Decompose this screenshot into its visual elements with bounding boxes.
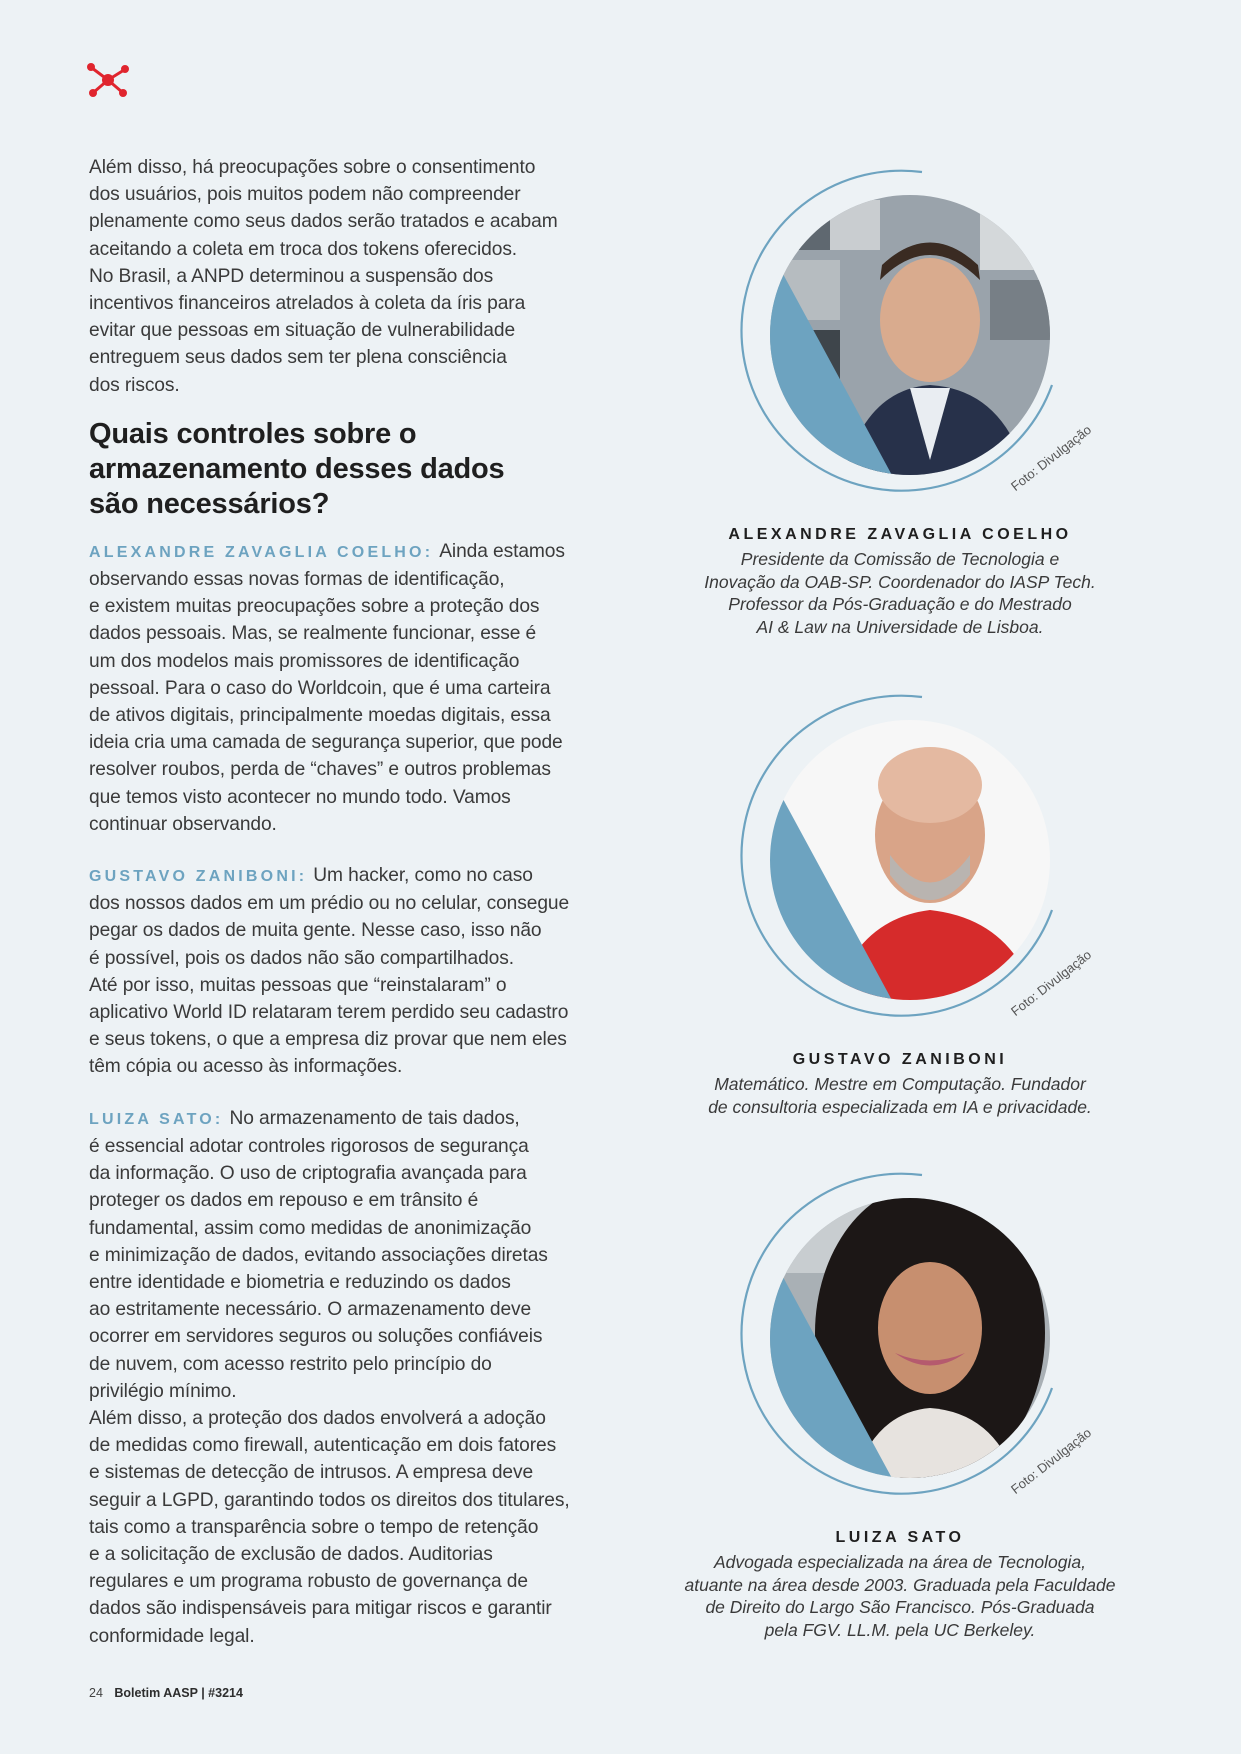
speaker-name: LUIZA SATO: (89, 1110, 224, 1128)
answer-block (89, 1105, 599, 1650)
speaker-name: ALEXANDRE ZAVAGLIA COELHO: (89, 543, 434, 561)
answer-text: Ainda estamos observando essas novas formas de identificação, e existem muitas preocupações sobre a proteção dos dados pessoais. Mas, se realmente funcionar, esse é um dos modelos mais promissores de identificação pessoal. Para o caso do Worldcoin, que é uma carteira de ativos digitais, principalmente moedas digitais, essa ideia cria uma camada de segurança superior, que pode resolver roubos, perda de “chaves” e outros problemas que temos visto acontecer no mundo todo. Vamos continuar observando. (89, 540, 565, 835)
photo-credit: Foto: Divulgação (1008, 1424, 1095, 1497)
profile-bio: Matemático. Mestre em Computação. Fundador de consultoria especializada em IA e privacidade. (708, 1074, 1092, 1117)
portrait (730, 160, 1095, 500)
speaker-name: GUSTAVO ZANIBONI: (89, 868, 308, 886)
page-number: 24 (89, 1686, 103, 1700)
profile-name: LUIZA SATO (835, 1529, 965, 1546)
answer-text: Um hacker, como no caso dos nossos dados em um prédio ou no celular, consegue pegar os dados de muita gente. Nesse caso, isso não é possível, pois os dados não são compartilhados. Até por isso, muitas pessoas que “reinstalaram” o aplicativo World ID relataram terem perdido seu cadastro e seus tokens, o que a empresa diz provar que nem eles têm cópia ou acesso às informações. (89, 865, 570, 1078)
answer-block (89, 862, 599, 1081)
section-heading: Quais controles sobre o armazenamento desses dados são necessários? (89, 417, 505, 520)
publication-name: Boletim AASP | #3214 (114, 1686, 243, 1700)
portrait-photo (730, 160, 1070, 500)
article-column (89, 154, 599, 1650)
intro-paragraph: Além disso, há preocupações sobre o consentimento dos usuários, pois muitos podem não compreender plenamente como seus dados serão tratados e acabam aceitando a coleta em troca dos tokens oferecidos. No Brasil, a ANPD determinou a suspensão dos incentivos financeiros atrelados à coleta da íris para evitar que pessoas em situação de vulnerabilidade entreguem seus dados sem ter plena consciência dos riscos. (89, 157, 558, 396)
portrait (730, 685, 1095, 1025)
portrait (730, 1163, 1095, 1503)
profile-bio: Presidente da Comissão de Tecnologia e Inovação da OAB-SP. Coordenador do IASP Tech. Professor da Pós-Graduação e do Mestrado AI & Law na Universidade de Lisboa. (704, 549, 1096, 637)
answer-text: No armazenamento de tais dados, é essencial adotar controles rigorosos de segurança da informação. O uso de criptografia avançada para proteger os dados em repouso e em trânsito é fundamental, assim como medidas de anonimização e minimização de dados, evitando associações diretas entre identidade e biometria e reduzindo os dados ao estritamente necessário. O armazenamento deve ocorrer em servidores seguros ou soluções confiáveis de nuvem, com acesso restrito pelo princípio do privilégio mínimo. Além disso, a proteção dos dados envolverá a adoção de medidas como firewall, autenticação em dois fatores e sistemas de detecção de intrusos. A empresa deve seguir a LGPD, garantindo todos os direitos dos titulares, tais como a transparência sobre o tempo de retenção e a solicitação de exclusão de dados. Auditorias regulares e um programa robusto de governança de dados são indispensáveis para mitigar riscos e garantir conformidade legal. (89, 1107, 570, 1647)
answer-block (89, 538, 599, 838)
portrait-photo (730, 685, 1070, 1025)
profiles-column (660, 0, 1140, 1754)
page-footer (89, 1686, 243, 1700)
photo-credit: Foto: Divulgação (1008, 421, 1095, 494)
profile-name: GUSTAVO ZANIBONI (792, 1051, 1008, 1068)
portrait-photo (730, 1163, 1070, 1503)
profile-name: ALEXANDRE ZAVAGLIA COELHO (728, 526, 1072, 543)
molecule-network-icon (86, 62, 130, 98)
profile-bio: Advogada especializada na área de Tecnologia, atuante na área desde 2003. Graduada pela Faculdade de Direito do Largo São Francisco. Pós-Graduada pela FGV. LL.M. pela UC Berkeley. (684, 1552, 1116, 1640)
photo-credit: Foto: Divulgação (1008, 946, 1095, 1019)
